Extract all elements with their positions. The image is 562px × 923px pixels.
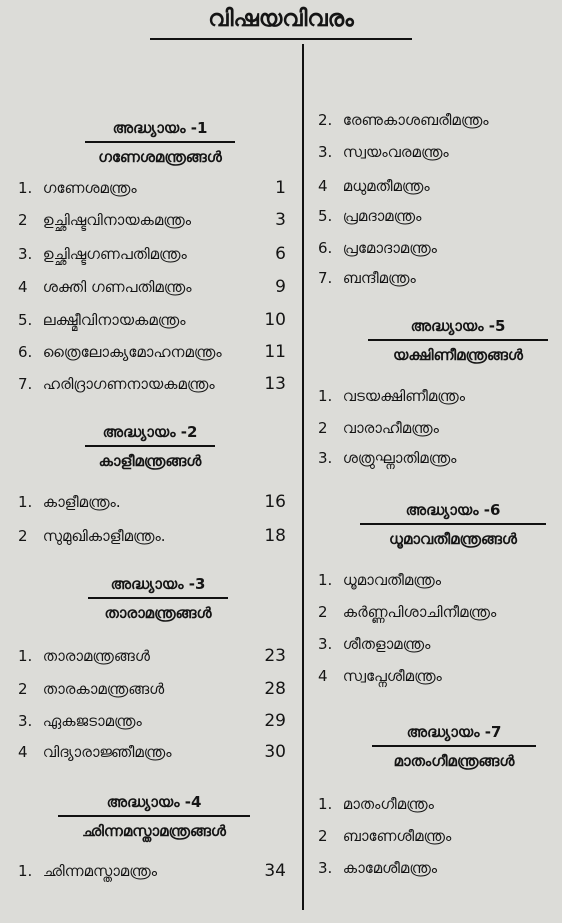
chapter-2-label: അദ്ധ്യായം -2: [102, 423, 198, 441]
entry-title: ലക്ഷ്മീവിനായകമന്ത്രം: [42, 311, 186, 329]
entry-title: കാമേശീമന്ത്രം: [342, 859, 438, 877]
toc-entry: [18, 277, 192, 297]
entry-title: ശീതളാമന്ത്രം: [342, 635, 431, 653]
toc-entry: [18, 526, 166, 546]
entry-title: ഹരിദ്രാഗണനായകമന്ത്രം: [42, 375, 215, 393]
entry-number: 2: [318, 827, 328, 845]
entry-title: ശക്തി ഗണപതിമന്ത്രം: [42, 278, 192, 296]
entry-number: 7.: [18, 375, 33, 393]
chapter-7-header: [372, 722, 536, 771]
toc-entry: [18, 342, 222, 362]
entry-title: ധൂമാവതീമന്ത്രം: [342, 571, 442, 589]
toc-entry: [318, 268, 416, 288]
entry-title: ശത്രുഘ്നാതിമന്ത്രം: [342, 449, 457, 467]
chapter-1-rule: [85, 141, 235, 143]
toc-entry: [18, 210, 191, 230]
chapter-1-header: [85, 118, 235, 167]
chapter-4-header: [58, 792, 250, 841]
chapter-7-heading: മാതംഗീമന്ത്രങ്ങൾ: [393, 752, 515, 770]
toc-entry: [18, 244, 187, 264]
chapter-3-heading: താരാമന്ത്രങ്ങൾ: [104, 604, 212, 622]
entry-number: 7.: [318, 269, 333, 287]
entry-number: 3.: [318, 449, 333, 467]
chapter-6-label: അദ്ധ്യായം -6: [405, 501, 501, 519]
entry-page: 6: [275, 244, 286, 264]
entry-title: ബാണേശീമന്ത്രം: [342, 827, 452, 845]
entry-number: 4: [318, 667, 328, 685]
toc-entry: [318, 418, 439, 438]
toc-entry: [318, 238, 437, 258]
toc-entry: [18, 646, 150, 666]
chapter-6-rule: [360, 523, 546, 525]
entry-number: 1.: [18, 493, 33, 511]
entry-number: 3.: [18, 712, 33, 730]
entry-title: വിദ്യാരാജ്ഞീമന്ത്രം: [42, 743, 172, 761]
entry-title: മധുമതീമന്ത്രം: [342, 177, 430, 195]
chapter-3-header: [88, 574, 228, 623]
chapter-3-label: അദ്ധ്യായം -3: [110, 575, 206, 593]
entry-title: ഛിന്നമസ്താമന്ത്രം: [42, 862, 157, 880]
entry-title: സ്വയംവരമന്ത്രം: [342, 143, 449, 161]
entry-title: ബന്ദീമന്ത്രം: [342, 269, 416, 287]
chapter-4-rule: [58, 815, 250, 817]
toc-entry: [318, 110, 489, 130]
entry-page: 1: [275, 178, 286, 198]
chapter-5-heading: യക്ഷിണീമന്ത്രങ്ങൾ: [393, 346, 523, 364]
toc-entry: [18, 742, 172, 762]
toc-entry: [18, 492, 121, 512]
entry-page: 30: [264, 742, 286, 762]
chapter-2-rule: [85, 445, 215, 447]
entry-title: മാതംഗീമന്ത്രം: [342, 795, 434, 813]
toc-entry: [318, 142, 449, 162]
entry-page: 9: [275, 277, 286, 297]
chapter-5-rule: [368, 339, 548, 341]
entry-title: കർണ്ണപിശാചിനീമന്ത്രം: [342, 603, 497, 621]
entry-number: 1.: [318, 795, 333, 813]
entry-title: ഉച്ഛിഷ്ടവിനായകമന്ത്രം: [42, 211, 192, 229]
entry-number: 3.: [18, 245, 33, 263]
toc-entry: [18, 679, 164, 699]
entry-title: താരകാമന്ത്രങ്ങൾ: [42, 680, 165, 698]
toc-entry: [318, 448, 456, 468]
toc-entry: [318, 206, 421, 226]
entry-page: 18: [264, 526, 286, 546]
entry-number: 6.: [318, 239, 333, 257]
toc-entry: [318, 826, 451, 846]
entry-number: 3.: [318, 859, 333, 877]
chapter-4-heading: ഛിന്നമസ്താമന്ത്രങ്ങൾ: [82, 822, 226, 840]
entry-number: 3.: [318, 143, 333, 161]
toc-entry: [18, 310, 186, 330]
entry-number: 1.: [18, 647, 33, 665]
entry-number: 6.: [18, 343, 33, 361]
toc-entry: [318, 794, 434, 814]
entry-number: 2: [18, 527, 28, 545]
entry-number: 3.: [318, 635, 333, 653]
chapter-1-label: അദ്ധ്യായം -1: [112, 119, 208, 137]
toc-entry: [318, 176, 430, 196]
toc-entry: [18, 711, 142, 731]
toc-entry: [318, 634, 430, 654]
toc-entry: [18, 374, 215, 394]
entry-number: 4: [18, 278, 28, 296]
chapter-7-rule: [372, 745, 536, 747]
entry-title: വാരാഹീമന്ത്രം: [342, 419, 439, 437]
chapter-1-heading: ഗണേശമന്ത്രങ്ങൾ: [98, 148, 222, 166]
entry-page: 11: [264, 342, 286, 362]
toc-entry: [18, 861, 157, 881]
entry-number: 1.: [318, 387, 333, 405]
entry-number: 1.: [18, 862, 33, 880]
page-title: വിഷയവിവരം: [208, 6, 354, 32]
entry-title: സ്വപ്നേശീമന്ത്രം: [342, 667, 442, 685]
entry-number: 5.: [18, 311, 33, 329]
chapter-2-heading: കാളീമന്ത്രങ്ങൾ: [98, 452, 202, 470]
chapter-6-header: [360, 500, 546, 549]
entry-page: 29: [264, 711, 286, 731]
entry-number: 2: [318, 419, 328, 437]
entry-number: 1.: [318, 571, 333, 589]
entry-number: 2: [18, 211, 28, 229]
entry-number: 4: [318, 177, 328, 195]
entry-number: 4: [18, 743, 28, 761]
column-divider: [302, 44, 304, 910]
entry-title: പ്രമോദാമന്ത്രം: [342, 239, 437, 257]
entry-title: താരാമന്ത്രങ്ങൾ: [42, 647, 150, 665]
entry-title: പ്രമദാമന്ത്രം: [342, 207, 422, 225]
entry-page: 13: [264, 374, 286, 394]
title-underline: [150, 38, 412, 40]
entry-number: 5.: [318, 207, 333, 225]
entry-title: സുമുഖികാളീമന്ത്രം.: [42, 527, 166, 545]
toc-entry: [318, 602, 496, 622]
chapter-7-label: അദ്ധ്യായം -7: [406, 723, 502, 741]
entry-page: 10: [264, 310, 286, 330]
entry-number: 2.: [318, 111, 333, 129]
toc-entry: [18, 178, 137, 198]
entry-page: 28: [264, 679, 286, 699]
entry-title: രേണുകാശബരീമന്ത്രം: [342, 111, 489, 129]
toc-entry: [318, 858, 437, 878]
chapter-5-label: അദ്ധ്യായം -5: [410, 317, 506, 335]
entry-title: ഉച്ഛിഷ്ടഗണപതിമന്ത്രം: [42, 245, 187, 263]
toc-entry: [318, 386, 465, 406]
entry-page: 34: [264, 861, 286, 881]
entry-number: 1.: [18, 179, 33, 197]
chapter-2-header: [85, 422, 215, 471]
chapter-5-header: [368, 316, 548, 365]
entry-number: 2: [18, 680, 28, 698]
entry-number: 2: [318, 603, 328, 621]
entry-title: ത്രൈലോക്യമോഹനമന്ത്രം: [42, 343, 222, 361]
entry-title: കാളീമന്ത്രം.: [42, 493, 121, 511]
entry-page: 23: [264, 646, 286, 666]
chapter-3-rule: [88, 597, 228, 599]
entry-title: വടയക്ഷിണീമന്ത്രം: [342, 387, 466, 405]
chapter-4-label: അദ്ധ്യായം -4: [106, 793, 202, 811]
entry-title: ഏകജടാമന്ത്രം: [42, 712, 142, 730]
entry-page: 16: [264, 492, 286, 512]
toc-entry: [318, 666, 442, 686]
toc-entry: [318, 570, 441, 590]
entry-page: 3: [275, 210, 286, 230]
entry-title: ഗണേശമന്ത്രം: [42, 179, 137, 197]
chapter-6-heading: ധൂമാവതീമന്ത്രങ്ങൾ: [389, 530, 517, 548]
